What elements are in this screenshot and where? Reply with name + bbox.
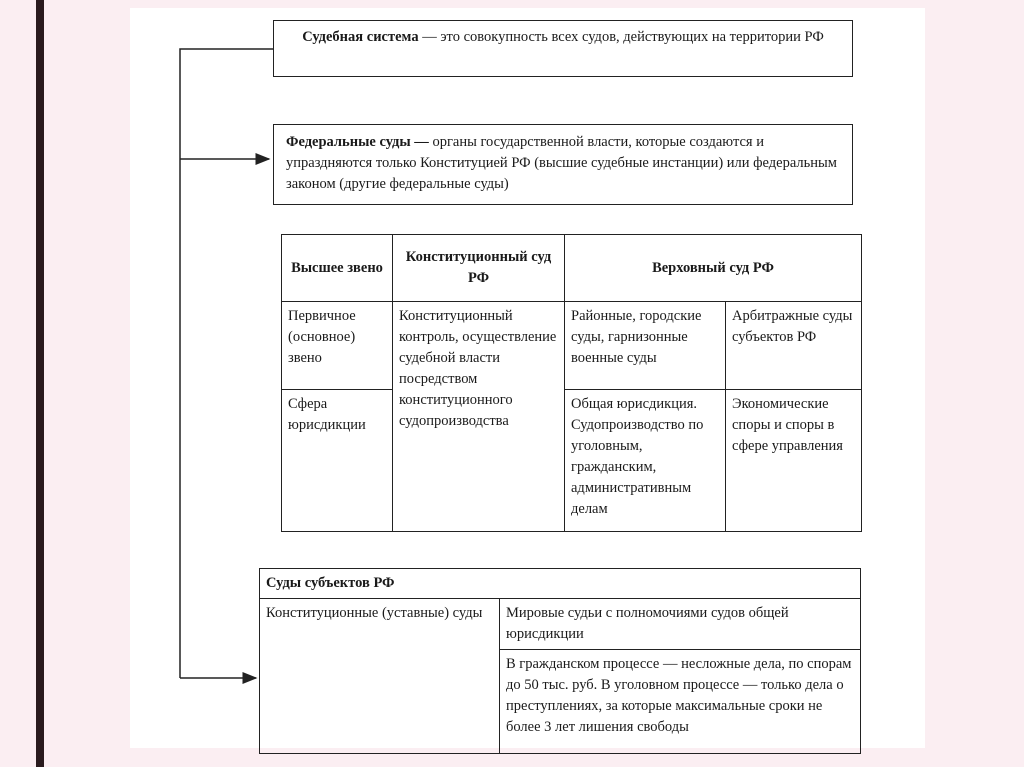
federal-table [281, 234, 861, 531]
subject-courts-table [259, 568, 860, 740]
federal-courts-box [273, 124, 853, 205]
cell-primary-tier-label: Первичное (основное) звено [282, 302, 393, 390]
cell-top-tier-label: Высшее звено [282, 235, 393, 302]
cell-constitutional-charter-courts: Конституционные (уставные) суды [260, 599, 500, 754]
definition-box [273, 20, 853, 77]
cell-district-courts: Районные, городские суды, гарнизонные военные суды [565, 302, 726, 390]
cell-general-jurisdiction: Общая юрисдикция. Судопроизводство по уголовным, гражданским, административным делам [565, 390, 726, 532]
diagram-canvas [130, 8, 925, 748]
cell-subject-courts-title: Суды субъектов РФ [260, 569, 861, 599]
cell-economic-disputes: Экономические споры и споры в сфере управления [726, 390, 862, 532]
cell-supreme-court: Верховный суд РФ [565, 235, 862, 302]
cell-arbitration-courts: Арбитражные суды субъектов РФ [726, 302, 862, 390]
cell-constitutional-description: Конституционный контроль, осуществление судебной власти посредством конституционного судопроизводства [393, 302, 565, 532]
federal-text: органы государственной власти, которые создаются и упраздняются только Конституцией РФ (высшие судебные инстанции) или федеральным законом (другие федеральные суды) [286, 134, 837, 192]
definition-text: — это совокупность всех судов, действующих на территории РФ [418, 29, 824, 45]
cell-magistrates-description: В гражданском процессе — несложные дела, по спорам до 50 тыс. руб. В уголовном процессе — только дела о преступлениях, за которые максимальные сроки не более 3 лет лишения свободы [500, 650, 861, 754]
cell-jurisdiction-label: Сфера юрисдикции [282, 390, 393, 532]
cell-constitutional-court: Конституционный суд РФ [393, 235, 565, 302]
definition-term: Судебная система [302, 29, 419, 45]
cell-magistrates: Мировые судьи с полномочиями судов общей юрисдикции [500, 599, 861, 650]
federal-term: Федеральные суды — [286, 134, 429, 150]
left-dark-bar [36, 0, 44, 767]
